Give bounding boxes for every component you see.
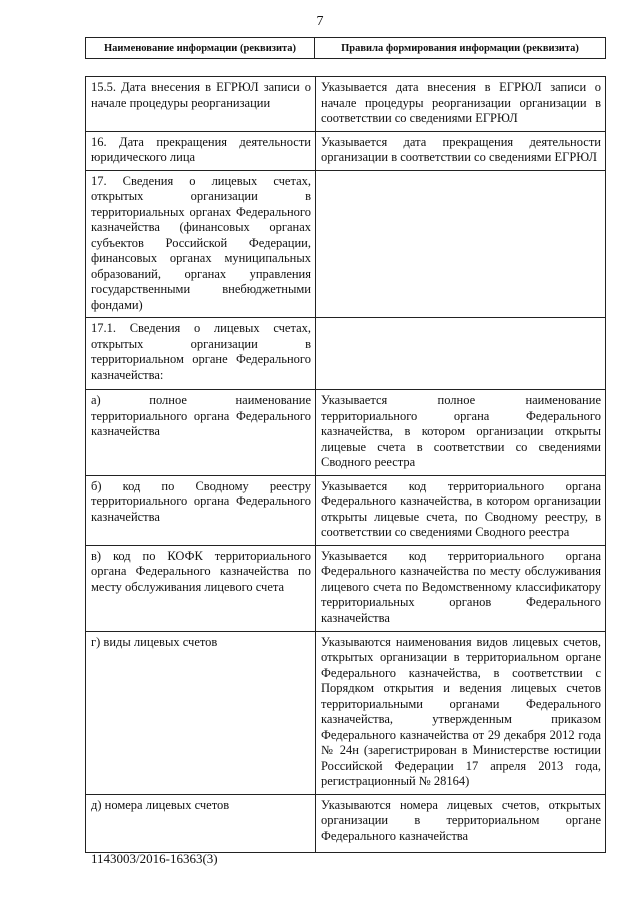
table-row [86, 318, 606, 390]
table-row [86, 475, 606, 545]
table-row [86, 131, 606, 170]
row-name: 17. Сведения о лицевых счетах, открытых организации в территориальных органах Федерального казначейства (финансовых органах субъектов Российской Федерации, финансовых органах муниципальных образований, органах управления государственными внебюджетными фондами) [86, 170, 316, 318]
row-name: 16. Дата прекращения деятельности юридического лица [86, 131, 316, 170]
row-rule: Указывается дата внесения в ЕГРЮЛ записи о начале процедуры реорганизации организации в соответствии со сведениями ЕГРЮЛ [316, 77, 606, 132]
page-number: 7 [316, 14, 324, 29]
document-code: 1143003/2016-16363(3) [91, 851, 218, 866]
requisites-table [85, 76, 606, 853]
table-row [86, 77, 606, 132]
row-name: в) код по КОФК территориального органа Федерального казначейства по месту обслуживания лицевого счета [86, 545, 316, 631]
row-name: 15.5. Дата внесения в ЕГРЮЛ записи о начале процедуры реорганизации [86, 77, 316, 132]
table-row [86, 631, 606, 794]
row-name: д) номера лицевых счетов [86, 794, 316, 852]
table-row [86, 170, 606, 318]
row-rule [316, 170, 606, 318]
row-rule: Указываются наименования видов лицевых счетов, открытых организации в территориальном органе Федерального казначейства, в соответствии с Порядком открытия и ведения лицевых счетов территориальными органами Федерального казначейства, утвержденным приказом Федерального казначейства от 29 декабря 2012 года № 24н (зарегистрирован в Министерстве юстиции Российской Федерации 17 апреля 2013 года, регистрационный № 28164) [316, 631, 606, 794]
row-name: а) полное наименование территориального органа Федерального казначейства [86, 390, 316, 476]
row-rule: Указывается код территориального органа Федерального казначейства, в котором организации открыты лицевые счета, по Сводному реестру, в соответствии со сведениями Сводного реестра [316, 475, 606, 545]
row-name: г) виды лицевых счетов [86, 631, 316, 794]
row-name: б) код по Сводному реестру территориального органа Федерального казначейства [86, 475, 316, 545]
row-rule: Указывается полное наименование территориального органа Федерального казначейства, в котором организации открыты лицевые счета в соответствии со сведениями Сводного реестра [316, 390, 606, 476]
table-row [86, 545, 606, 631]
header-col-rule: Правила формирования информации (реквизита) [341, 42, 579, 54]
row-rule: Указывается код территориального органа Федерального казначейства по месту обслуживания лицевого счета по Ведомственному классификатору территориальных органов Федерального казначейства [316, 545, 606, 631]
row-rule: Указываются номера лицевых счетов, открытых организации в территориальном органе Федерального казначейства [316, 794, 606, 852]
row-name: 17.1. Сведения о лицевых счетах, открытых организации в территориальном органе Федерального казначейства: [86, 318, 316, 390]
table-header [85, 37, 606, 59]
header-col-name: Наименование информации (реквизита) [86, 38, 315, 58]
table-row [86, 390, 606, 476]
row-rule [316, 318, 606, 390]
row-rule: Указывается дата прекращения деятельности организации в соответствии со сведениями ЕГРЮЛ [316, 131, 606, 170]
table-row [86, 794, 606, 852]
